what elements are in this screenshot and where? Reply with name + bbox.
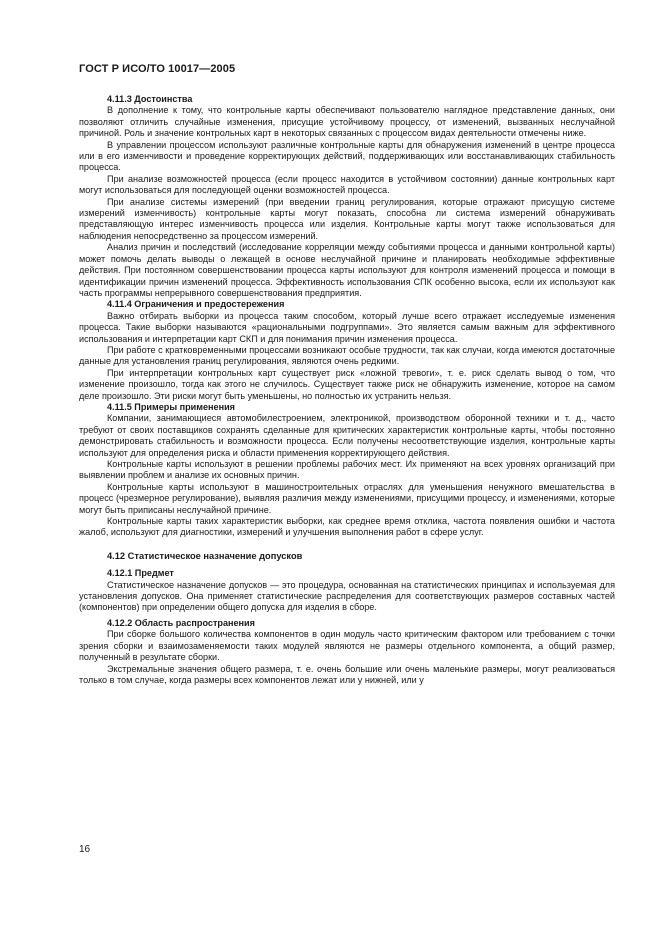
- subsection-heading: 4.11.5 Примеры применения: [107, 401, 235, 412]
- paragraph: При интерпретации контрольных карт существует риск «ложной тревоги», т. е. риск сделать вывод о том, что изменение произошло, тогда как этого не случилось. Существует также риск не обнаружить изменение, которое на самом деле произошло. Эти риски могут быть уменьшены, но полностью их устранить нельзя.: [79, 367, 615, 401]
- paragraph: Статистическое назначение допусков — это процедура, основанная на статистических принципах и используемая для установления допусков. Она применяет статистические распределения для соответствующих размеров составных частей (компонентов) при определении общего допуска для изделия в сборе.: [79, 579, 615, 613]
- paragraph: Контрольные карты используют в решении проблемы рабочих мест. Их применяют на всех уровнях организаций при выявлении проблем и анализе их основных причин.: [79, 459, 615, 481]
- paragraph: При анализе системы измерений (при введении границ регулирования, которые отражают присущую системе измерений изменчивость) контрольные карты могут показать, способна ли система измерений обнаруживать представляющую интерес изменчивость процесса или изделия. Контрольные карты могут также использоваться для наблюдения непосредственно за процессом измерений.: [79, 196, 615, 241]
- paragraph: Контрольные карты таких характеристик выборки, как среднее время отклика, частота появления ошибки и частота жалоб, используют для диагностики, измерений и улучшения выполнения работ в сфере услуг.: [79, 516, 615, 538]
- paragraph: Важно отбирать выборки из процесса таким способом, который лучше всего отражает исследуемые изменения процесса. Такие выборки называются «рациональными подгруппами». Это является самым важным для эффективного использования и интерпретации карт СКП и для понимания причин изменения процесса.: [79, 310, 615, 344]
- section-heading: 4.12 Статистическое назначение допусков: [107, 550, 303, 561]
- paragraph: Экстремальные значения общего размера, т. е. очень большие или очень маленькие размеры, могут реализоваться только в том случае, когда размеры всех компонентов лежат или у нижней, или у: [79, 663, 615, 685]
- paragraph: При сборке большого количества компонентов в один модуль часто критическим фактором или требованием с точки зрения сборки и взаимозаменяемости таких модулей являются не размеры отдельного компонента, а общий размер, полученный в результате сборки.: [79, 629, 615, 663]
- paragraph: При работе с кратковременными процессами возникают особые трудности, так как случаи, когда имеются достаточные данные для установления границ регулирования, являются очень редкими.: [79, 344, 615, 367]
- subsection-heading: 4.11.3 Достоинства: [107, 94, 193, 104]
- running-header: ГОСТ Р ИСО/ТО 10017—2005: [79, 63, 236, 75]
- subsection-heading: 4.12.2 Область распространения: [107, 617, 255, 628]
- page-number: 16: [79, 844, 91, 855]
- paragraph: В дополнение к тому, что контрольные карты обеспечивают пользователю наглядное представление данных, они позволяют отличить случайные изменения, присущие устойчивому процессу, от изменений, вызванных неслучайной причиной. Роль и значение контрольных карт в некоторых связанных с процессом видах деятельности отмечены ниже.: [79, 105, 615, 139]
- subsection-heading: 4.12.1 Предмет: [107, 568, 174, 579]
- paragraph: При анализе возможностей процесса (если процесс находится в устойчивом состоянии) данные контрольных карт могут использоваться для последующей оценки возможностей процесса.: [79, 173, 615, 196]
- paragraph: В управлении процессом используют различные контрольные карты для обнаружения изменений в центре процесса или в его изменчивости и проведение корректирующих действий, поддерживающих или восстанавливающих стабильность процесса.: [79, 139, 615, 173]
- paragraph: Анализ причин и последствий (исследование корреляции между событиями процесса и данными контрольной карты) может помочь делать выводы о лежащей в основе неслучайной причине и планировать необходимые эффективные действия. При постоянном совершенствовании процесса карты используют для контроля изменений процесса и помощи в идентификации причин изменений процесса. Эффективность использования СПК особенно высока, если их используют как часть программы непрерывного совершенствования предприятия.: [79, 242, 615, 298]
- paragraph: Контрольные карты используют в машиностроительных отраслях для уменьшения ненужного вмешательства в процесс (чрезмерное регулирование), выявляя различия между изменениями, присущими процессу, и изменениями, которые могут быть приписаны неслучайной причине.: [79, 481, 615, 515]
- subsection-heading: 4.11.4 Ограничения и предостережения: [107, 299, 285, 310]
- paragraph: Компании, занимающиеся автомобилестроением, электроникой, производством оборонной техники и т. д., часто требуют от своих поставщиков сохранять сделанные для критических характеристик контрольные карты, чтобы постоянно демонстрировать стабильность и возможности процесса. Если получены несоответствующие изделия, контрольные карты используют для определения риска и области применения корректирующего действия.: [79, 413, 615, 458]
- document-body: [79, 94, 615, 686]
